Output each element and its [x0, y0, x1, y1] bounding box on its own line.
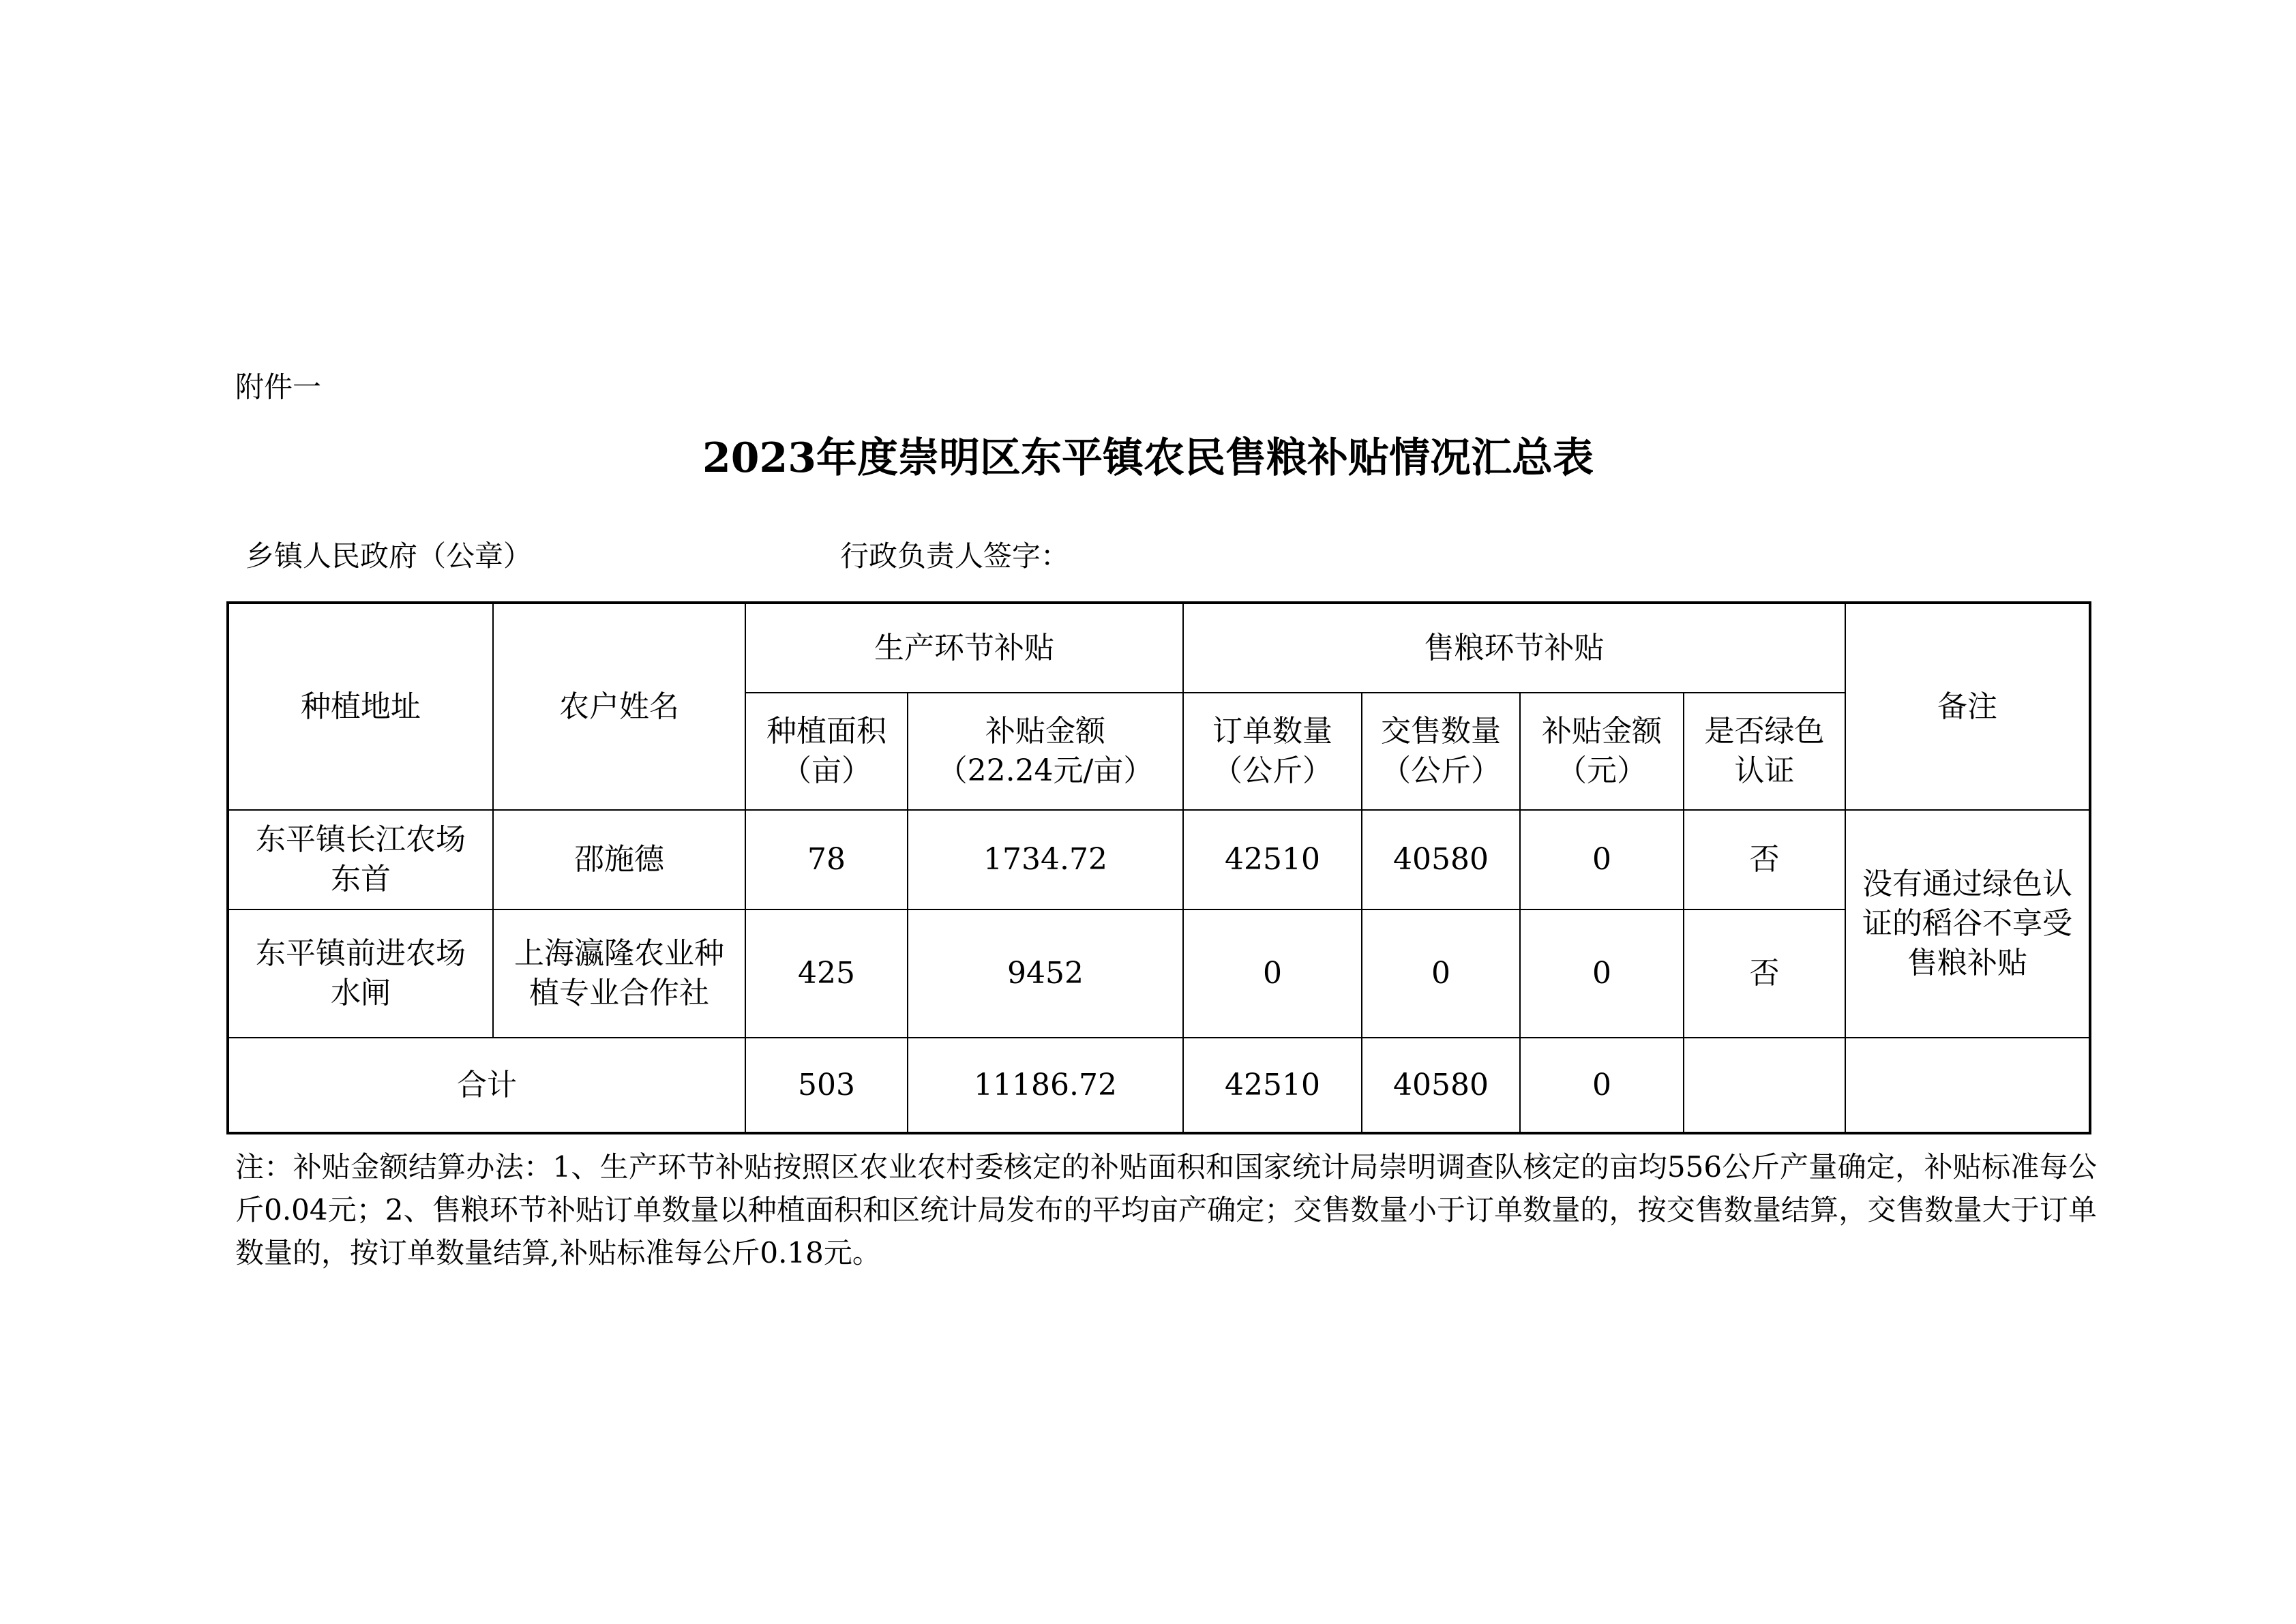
total-row: [228, 1038, 2090, 1133]
header-sales-subsidy: 售粮环节补贴: [1183, 603, 1845, 693]
cell-green-certified: 否: [1684, 909, 1845, 1038]
cell-order-quantity: 42510: [1183, 810, 1362, 909]
total-order-quantity: 42510: [1183, 1038, 1362, 1133]
cell-planting-area: 78: [745, 810, 908, 909]
total-label: 合计: [228, 1038, 745, 1133]
attachment-label: 附件一: [235, 370, 322, 404]
township-government-seal-label: 乡镇人民政府（公章）: [245, 539, 533, 573]
subsidy-summary-table: [226, 601, 2091, 1134]
total-green-certified: [1684, 1038, 1845, 1133]
document-title: 2023年度崇明区东平镇农民售粮补贴情况汇总表: [702, 434, 1594, 482]
total-delivered-quantity: 40580: [1362, 1038, 1520, 1133]
cell-sales-amount: 0: [1520, 909, 1684, 1038]
cell-planting-area: 425: [745, 909, 908, 1038]
cell-farmer-name: 上海瀛隆农业种 植专业合作社: [493, 909, 745, 1038]
cell-delivered-quantity: 40580: [1362, 810, 1520, 909]
administrator-signature-label: 行政负责人签字：: [840, 539, 1070, 573]
cell-order-quantity: 0: [1183, 909, 1362, 1038]
header-address: 种植地址: [228, 603, 493, 810]
header-planting-area: 种植面积 （亩）: [745, 693, 908, 810]
header-order-quantity: 订单数量 （公斤）: [1183, 693, 1362, 810]
total-remarks: [1845, 1038, 2090, 1133]
cell-delivered-quantity: 0: [1362, 909, 1520, 1038]
cell-farmer-name: 邵施德: [493, 810, 745, 909]
header-sales-amount: 补贴金额 （元）: [1520, 693, 1684, 810]
header-remarks: 备注: [1845, 603, 2090, 810]
header-production-subsidy: 生产环节补贴: [745, 603, 1183, 693]
header-production-amount: 补贴金额 （22.24元/亩）: [908, 693, 1183, 810]
total-planting-area: 503: [745, 1038, 908, 1133]
header-row-group: [228, 603, 2090, 693]
table-row: [228, 909, 2090, 1038]
header-farmer-name: 农户姓名: [493, 603, 745, 810]
header-green-certified: 是否绿色 认证: [1684, 693, 1845, 810]
cell-green-certified: 否: [1684, 810, 1845, 909]
table-row: [228, 810, 2090, 909]
settlement-note: 注：补贴金额结算办法：1、生产环节补贴按照区农业农村委核定的补贴面积和国家统计局崇明调查队核定的亩均556公斤产量确定，补贴标准每公斤0.04元；2、售粮环节补贴订单数量以种植面积和区统计局发布的平均亩产确定；交售数量小于订单数量的，按交售数量结算，交售数量大于订单数量的，按订单数量结算,补贴标准每公斤0.18元。: [235, 1150, 2097, 1269]
cell-production-amount: 1734.72: [908, 810, 1183, 909]
total-production-amount: 11186.72: [908, 1038, 1183, 1133]
header-delivered-quantity: 交售数量 （公斤）: [1362, 693, 1520, 810]
cell-address: 东平镇长江农场 东首: [228, 810, 493, 909]
cell-sales-amount: 0: [1520, 810, 1684, 909]
total-sales-amount: 0: [1520, 1038, 1684, 1133]
cell-address: 东平镇前进农场 水闸: [228, 909, 493, 1038]
cell-production-amount: 9452: [908, 909, 1183, 1038]
cell-remarks: 没有通过绿色认 证的稻谷不享受 售粮补贴: [1845, 810, 2090, 1038]
